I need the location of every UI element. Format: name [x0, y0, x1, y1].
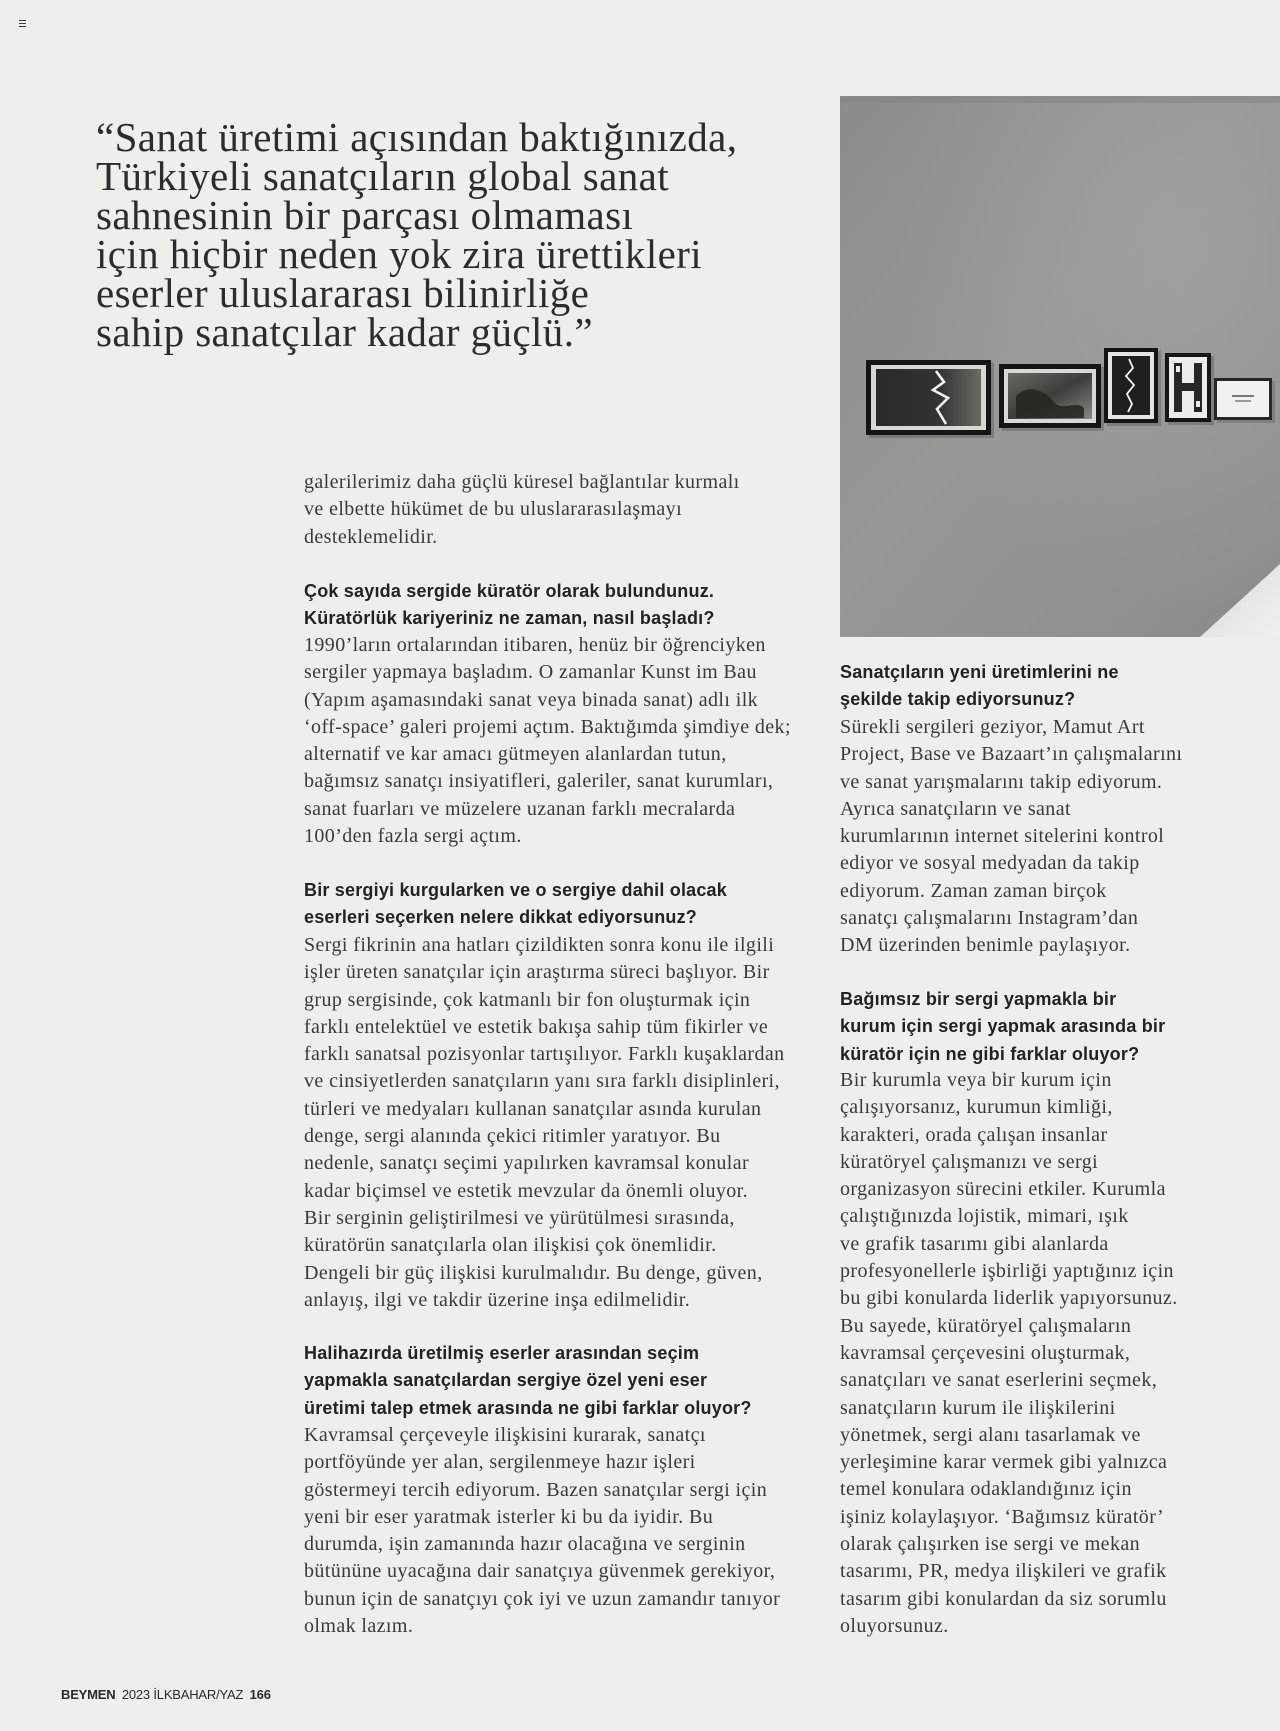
- question-following-new-work: Sanatçıların yeni üretimlerini ne şekilde takip ediyorsunuz?: [840, 662, 1119, 710]
- page-number: 166: [249, 1687, 271, 1702]
- answer-career-start: 1990’ların ortalarından itibaren, henüz bir öğrenciyken sergiler yapmaya başladım. O zamanlar Kunst im Bau (Yapım aşamasındaki sanat veya binada sanat) adlı ilk ‘off-space’ galeri projemi açtım. Baktığımda şimdiye dek; alternatif ve kar amacı gütmeyen alanlardan tutun, bağımsız sanatçı insiyatifleri, galeriler, sanat kurumları, sanat fuarları ve müzelere uzanan farklı mecralarda 100’den fazla sergi açtım.: [304, 634, 791, 848]
- answer-independent-vs-institution: Bir kurumla veya bir kurum için çalışıyorsanız, kurumun kimliği, karakteri, orada çalışan insanlar küratöryel çalışmanızı ve sergi organizasyon sürecini etkiler. Kurumla çalıştığınızda lojistik, mimari, ışık ve grafik tasarımı gibi alanlarda profesyonellerle işbirliği yaptığınız için bu gibi konularda liderlik yapıyorsunuz. Bu sayede, küratöryel çalışmaların kavramsal çerçevesini oluşturmak, sanatçıları ve sanat eserlerini seçmek, sanatçıların kurum ile ilişkilerini yönetmek, sergi alanı tasarlamak ve yerleşimine karar vermek gibi yalnızca temel konulara odaklandığınız için işiniz kolaylaşıyor. ‘Bağımsız küratör’ olarak çalışırken ise sergi ve mekan tasarımı, PR, medya ilişkileri ve grafik tasarım gibi konulardan da siz sorumlu oluyorsunuz.: [840, 1069, 1178, 1637]
- framed-artwork-1: [866, 360, 994, 438]
- question-exhibition-curation: Bir sergiyi kurgularken ve o sergiye dahil olacak eserleri seçerken nelere dikkat ediyorsunuz?: [304, 880, 727, 928]
- menu-icon-bar: [19, 26, 26, 27]
- framed-artwork-5: [1214, 378, 1275, 423]
- page-footer: [61, 1687, 271, 1703]
- question-independent-vs-institution: Bağımsız bir sergi yapmakla bir kurum için sergi yapmak arasında bir küratör için ne gibi farklar oluyor?: [840, 989, 1166, 1064]
- answer-exhibition-curation: Sergi fikrinin ana hatları çizildikten sonra konu ile ilgili işler üreten sanatçılar için araştırma süreci başlıyor. Bir grup sergisinde, çok katmanlı bir fon oluşturmak için farklı entelektüel ve estetik bakışa sahip tüm fikirler ve farklı sanatsal pozisyonlar tartışılıyor. Farklı kuşaklardan ve cinsiyetlerden sanatçıların yanı sıra farklı disiplinleri, türleri ve medyaları kullanan sanatçılar asında kurulan denge, sergi alanında çekici ritimler yaratıyor. Bu nedenle, sanatçı seçimi yapılırken kavramsal konular kadar biçimsel ve estetik mevzular da önemli oluyor. Bir serginin geliştirilmesi ve yürütülmesi sırasında, küratörün sanatçılarla olan ilişkisi çok önemlidir. Dengeli bir güç ilişkisi kurulmalıdır. Bu denge, güven, anlayış, ilgi ve takdir üzerine inşa edilmelidir.: [304, 934, 785, 1311]
- footer-brand: BEYMEN: [61, 1687, 116, 1702]
- menu-icon[interactable]: [19, 20, 27, 27]
- answer-existing-vs-new-works: Kavramsal çerçeveyle ilişkisini kurarak, sanatçı portföyünde yer alan, sergilenmeye hazır işleri göstermeyi tercih ediyorum. Bazen sanatçılar sergi için yeni bir eser yaratmak isterler ki bu da iyidir. Bu durumda, işin zamanında hazır olacağına ve serginin bütününe uyacağına dair sanatçıya güvenmek gerekiyor, bunun için de sanatçıyı çok iyi ve uzun zamandır tanıyor olmak lazım.: [304, 1424, 781, 1638]
- pull-quote: “Sanat üretimi açısından baktığınızda, Türkiyeli sanatçıların global sanat sahnesinin bir parçası olmaması için hiçbir neden yok zira ürettikleri eserler uluslararası bilinirliğe sahip sanatçılar kadar güçlü.”: [96, 114, 738, 355]
- ceiling-edge: [840, 96, 1280, 103]
- framed-artwork-4: [1165, 353, 1214, 425]
- gallery-wall-photo: [840, 96, 1280, 637]
- intro-paragraph: galerilerimiz daha güçlü küresel bağlantılar kurmalı ve elbette hükümet de bu uluslararasılaşmayı desteklemelidir.: [304, 471, 740, 548]
- question-existing-vs-new-works: Halihazırda üretilmiş eserler arasından seçim yapmakla sanatçılardan sergiye özel yeni eser üretimi talep etmek arasında ne gibi farklar oluyor?: [304, 1343, 752, 1418]
- framed-artwork-2: [999, 364, 1104, 431]
- gallery-wall-illustration: [840, 96, 1280, 637]
- answer-following-new-work: Sürekli sergileri geziyor, Mamut Art Project, Base ve Bazaart’ın çalışmalarını ve sanat yarışmalarını takip ediyorum. Ayrıca sanatçıların ve sanat kurumlarının internet sitelerini kontrol ediyor ve sosyal medyadan da takip ediyorum. Zaman zaman birçok sanatçı çalışmalarını Instagram’dan DM üzerinden benimle paylaşıyor.: [840, 716, 1183, 957]
- footer-issue: 2023 İLKBAHAR/YAZ: [121, 1687, 244, 1702]
- menu-icon-bar: [19, 23, 26, 24]
- menu-icon-bar: [19, 20, 26, 21]
- framed-artwork-3: [1104, 348, 1161, 426]
- question-career-start: Çok sayıda sergide küratör olarak bulundunuz. Küratörlük kariyeriniz ne zaman, nasıl başladı?: [304, 581, 715, 629]
